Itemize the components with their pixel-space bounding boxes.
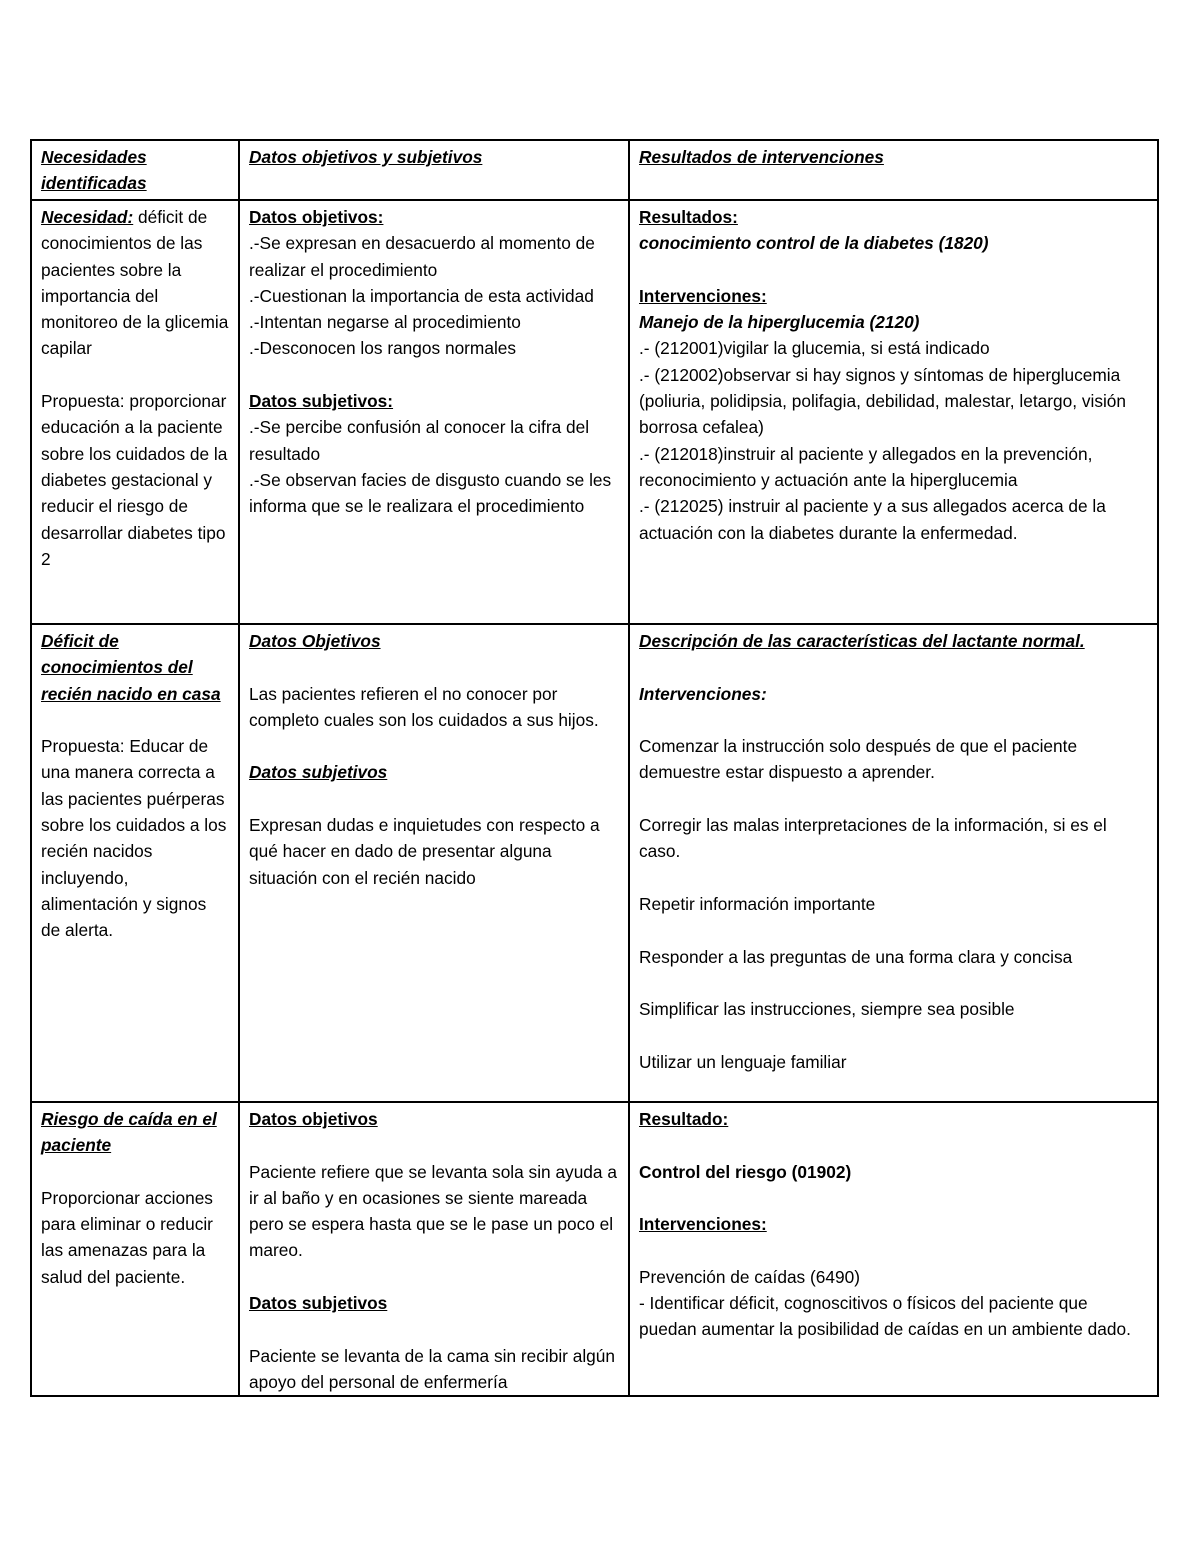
- need-cell: [31, 624, 239, 1102]
- interventions-title: Intervenciones:: [639, 1214, 767, 1235]
- objective-item: .-Se expresan en desacuerdo al momento de realizar el procedimiento: [249, 233, 595, 280]
- results-cell: [629, 200, 1158, 624]
- header-cell-data: [239, 140, 629, 200]
- intervention-text: Prevención de caídas (6490): [639, 1266, 860, 1287]
- objective-data-title: Datos objetivos:: [249, 207, 384, 227]
- intervention-detail: - Identificar déficit, cognoscitivos o físicos del paciente que puedan aumentar la posibilidad de caídas en un ambiente dado.: [639, 1293, 1131, 1340]
- intervention-item: Corregir las malas interpretaciones de la información, si es el caso.: [639, 815, 1107, 862]
- intervention-item: .- (212018)instruir al paciente y allegados en la prevención, reconocimiento y actuación ante la hiperglucemia: [639, 443, 1093, 490]
- table-row: [31, 200, 1158, 624]
- interventions-subtitle: Manejo de la hiperglucemia (2120): [639, 312, 920, 333]
- subjective-data-title: Datos subjetivos: [249, 1293, 388, 1314]
- intervention-item: .- (212025) instruir al paciente y a sus allegados acerca de la actuación con la diabetes durante la enfermedad.: [639, 496, 1106, 543]
- results-cell: [629, 1102, 1158, 1396]
- results-title: Resultados:: [639, 207, 738, 227]
- results-text: Control del riesgo (01902): [639, 1161, 852, 1182]
- need-label: Necesidad:: [41, 207, 134, 227]
- need-text: déficit de conocimientos de las pacientes sobre la importancia del monitoreo de la glicemia capilar: [41, 207, 229, 359]
- objective-text: Las pacientes refieren el no conocer por completo cuales son los cuidados a sus hijos.: [249, 683, 599, 730]
- subjective-data-title: Datos subjetivos: [249, 762, 388, 783]
- intervention-item: Utilizar un lenguaje familiar: [639, 1051, 847, 1072]
- intervention-item: .- (212001)vigilar la glucemia, si está indicado: [639, 338, 990, 359]
- header-row: [31, 140, 1158, 200]
- intervention-item: Repetir información importante: [639, 893, 876, 914]
- results-title: Resultado:: [639, 1109, 729, 1129]
- need-statement: [41, 204, 229, 362]
- subjective-item: .-Se observan facies de disgusto cuando se les informa que se le realizara el procedimiento: [249, 469, 612, 517]
- subjective-item: .-Se percibe confusión al conocer la cifra del resultado: [249, 417, 590, 464]
- subjective-text: Paciente se levanta de la cama sin recibir algún apoyo del personal de enfermería: [249, 1345, 615, 1392]
- data-cell: [239, 1102, 629, 1396]
- subjective-data-title: Datos subjetivos:: [249, 391, 394, 412]
- care-plan-table: [30, 139, 1159, 1397]
- header-cell-results: [629, 140, 1158, 200]
- need-title: Riesgo de caída en el paciente: [41, 1109, 217, 1156]
- objective-data-title: Datos Objetivos: [249, 631, 381, 651]
- intervention-item: Comenzar la instrucción solo después de que el paciente demuestre estar dispuesto a aprender.: [639, 736, 1078, 783]
- proposal-text: Propuesta: proporcionar educación a la paciente sobre los cuidados de la diabetes gestacional y reducir el riesgo de desarrollar diabetes tipo 2: [41, 391, 228, 569]
- header-results: Resultados de intervenciones: [639, 147, 884, 167]
- results-title: Descripción de las características del lactante normal.: [639, 631, 1085, 651]
- intervention-item: Responder a las preguntas de una forma clara y concisa: [639, 946, 1073, 967]
- intervention-item: Simplificar las instrucciones, siempre sea posible: [639, 999, 1015, 1020]
- interventions-title: Intervenciones:: [639, 683, 767, 704]
- objective-text: Paciente refiere que se levanta sola sin ayuda a ir al baño y en ocasiones se siente mareada pero se espera hasta que se le pase un poco el mareo.: [249, 1161, 617, 1261]
- subjective-text: Expresan dudas e inquietudes con respecto a qué hacer en dado de presentar alguna situación con el recién nacido: [249, 815, 600, 888]
- proposal-text: Proporcionar acciones para eliminar o reducir las amenazas para la salud del paciente.: [41, 1187, 213, 1287]
- objective-data-title: Datos objetivos: [249, 1109, 378, 1129]
- results-cell: [629, 624, 1158, 1102]
- intervention-item: .- (212002)observar si hay signos y síntomas de hiperglucemia (poliuria, polidipsia, polifagia, debilidad, malestar, letargo, visión borrosa cefalea): [639, 364, 1127, 438]
- need-title: Déficit de conocimientos del recién nacido en casa: [41, 631, 221, 704]
- objective-item: .-Intentan negarse al procedimiento: [249, 312, 521, 333]
- proposal-text: Propuesta: Educar de una manera correcta a las pacientes puérperas sobre los cuidados a los recién nacidos incluyendo, alimentación y signos de alerta.: [41, 736, 227, 941]
- objective-item: .-Cuestionan la importancia de esta actividad: [249, 285, 594, 306]
- table-row: [31, 624, 1158, 1102]
- data-cell: [239, 200, 629, 624]
- header-needs: Necesidades identificadas: [41, 147, 147, 194]
- header-data: Datos objetivos y subjetivos: [249, 147, 483, 167]
- header-cell-needs: [31, 140, 239, 200]
- need-cell: [31, 200, 239, 624]
- objective-item: .-Desconocen los rangos normales: [249, 338, 517, 359]
- table-row: [31, 1102, 1158, 1396]
- interventions-title: Intervenciones:: [639, 285, 767, 306]
- need-cell: [31, 1102, 239, 1396]
- data-cell: [239, 624, 629, 1102]
- results-text: conocimiento control de la diabetes (1820): [639, 233, 989, 254]
